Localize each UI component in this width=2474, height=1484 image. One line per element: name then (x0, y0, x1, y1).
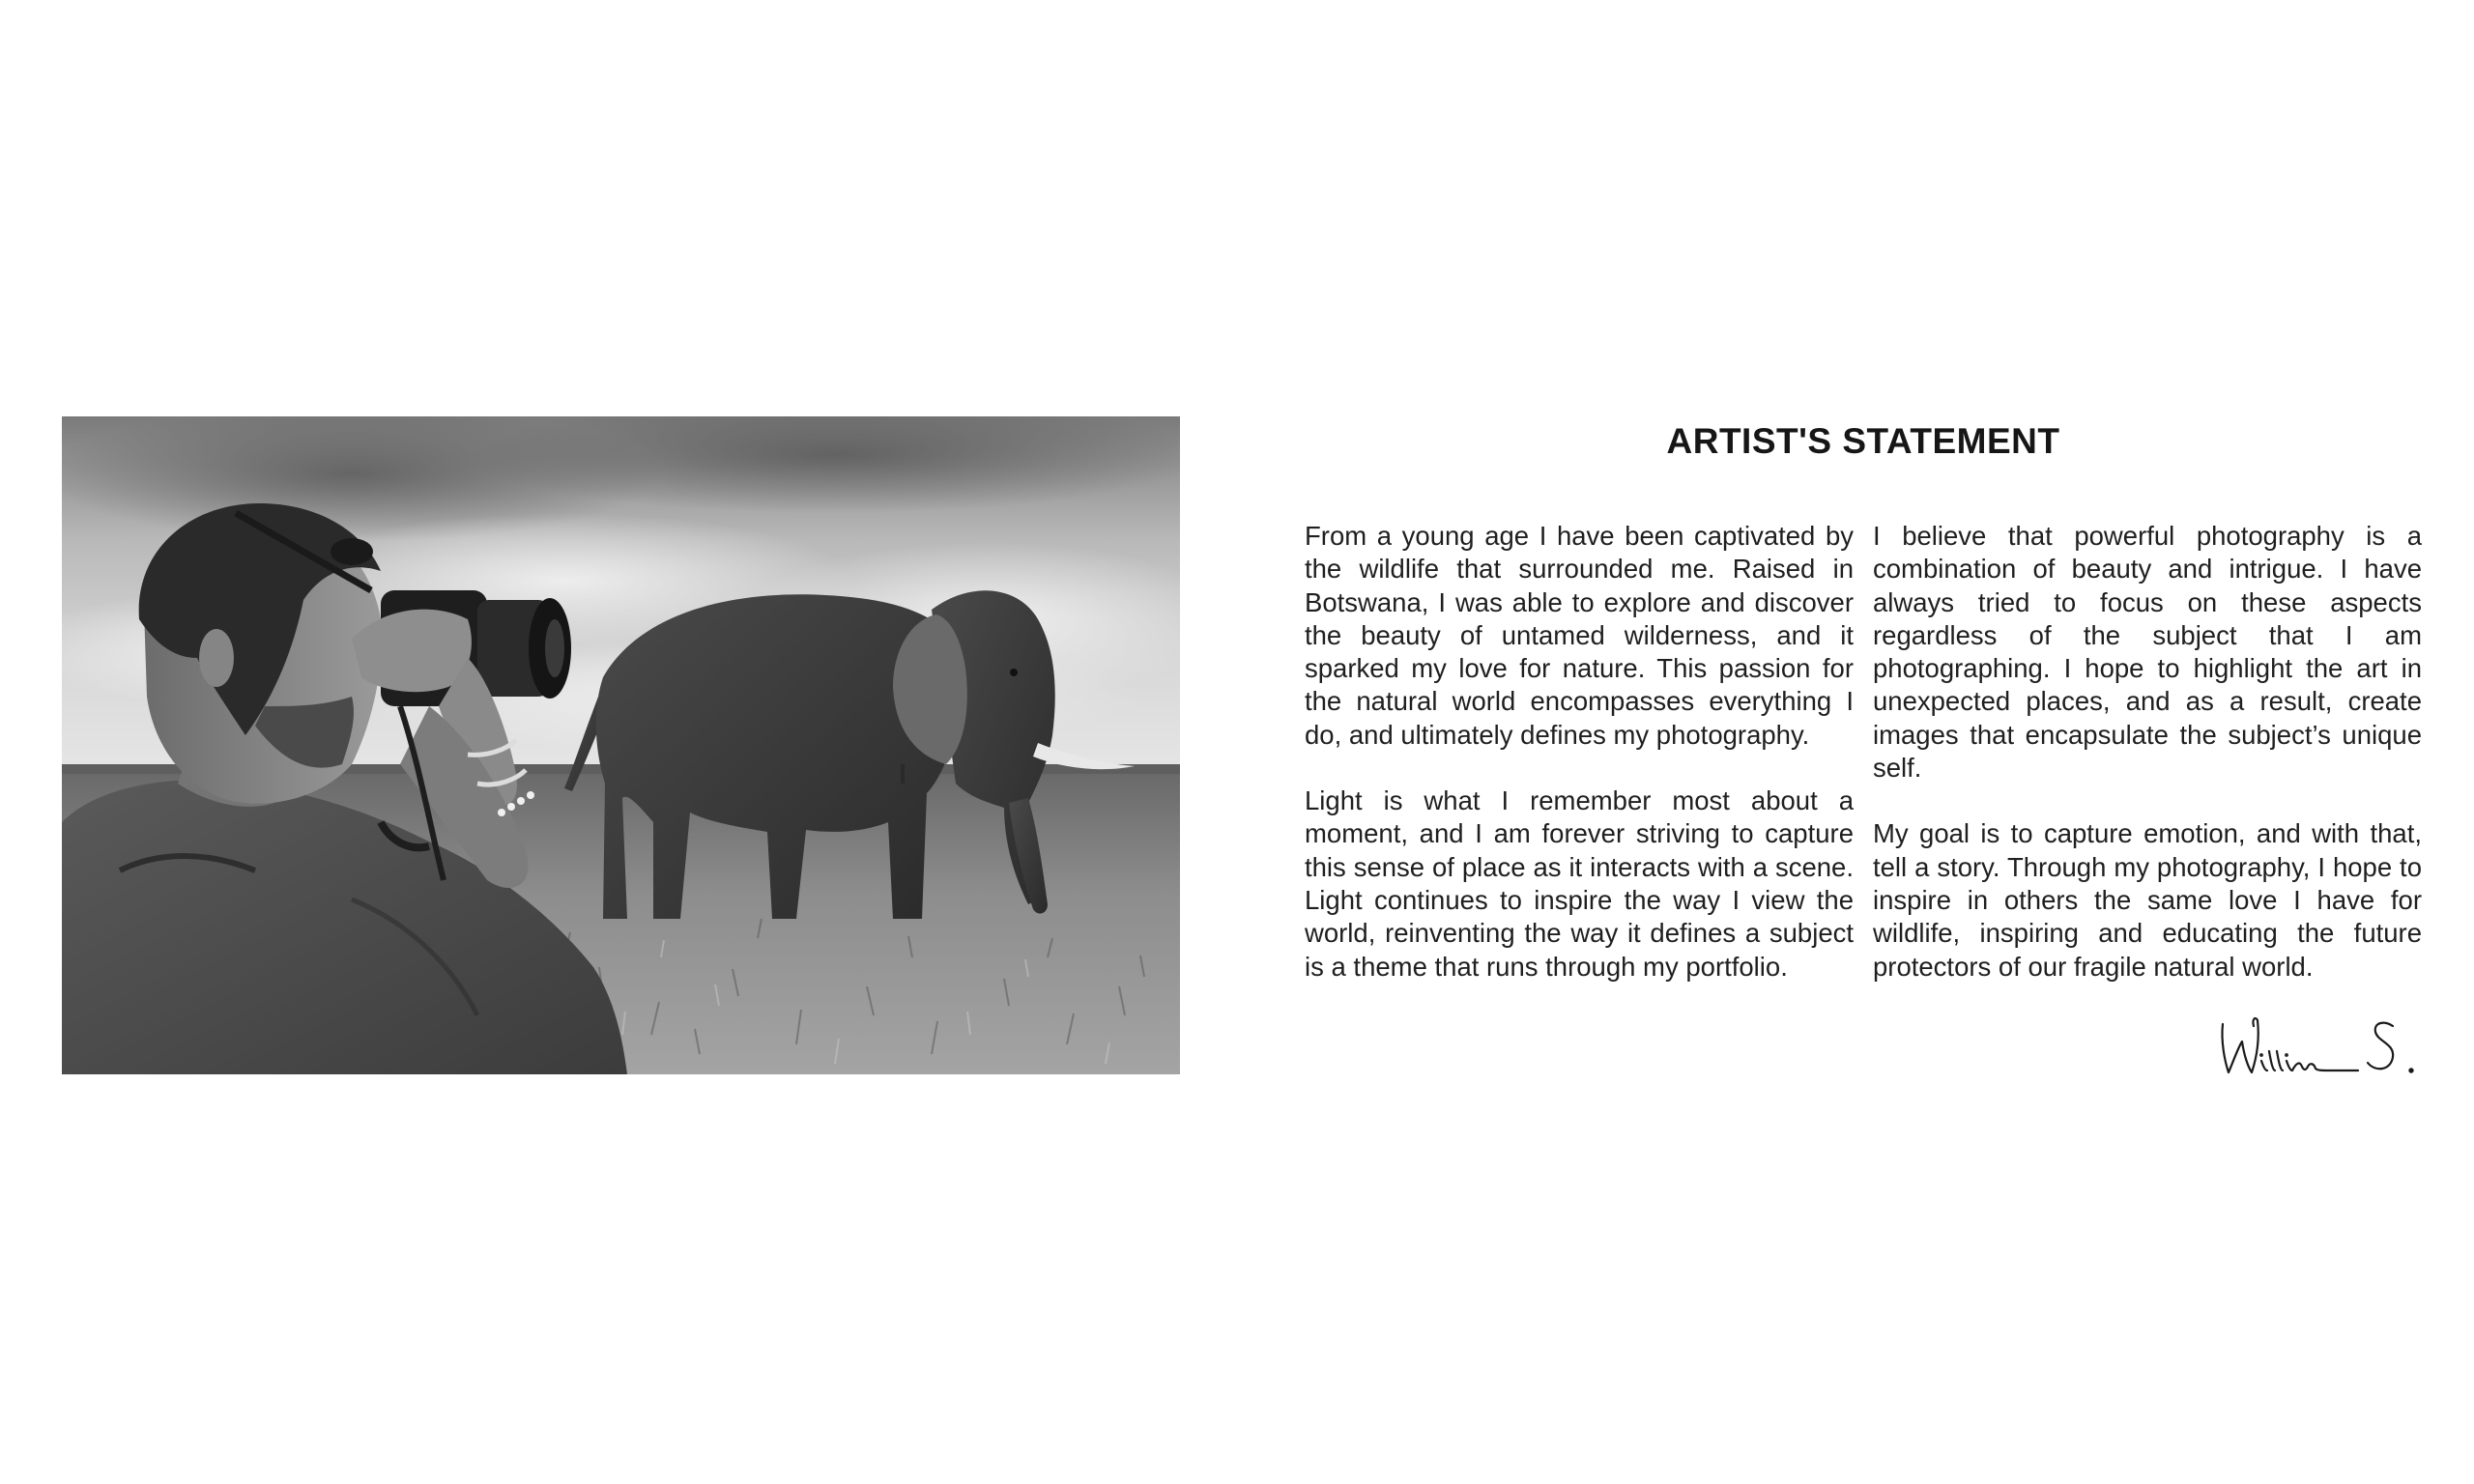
statement-paragraph: Light is what I remember most about a moment, and I am forever striving to capture this sense of place as it interacts with a scene. Light continues to inspire the way I view the world, reinventing the way it defines a subject is a theme that runs through my portfolio. (1305, 785, 1854, 982)
photographer-elephant-image (62, 416, 1180, 1074)
signature-drawing (2213, 1013, 2426, 1082)
statement-columns (1305, 520, 2422, 1016)
hero-photograph (62, 416, 1180, 1074)
statement-title: ARTIST'S STATEMENT (1666, 421, 2060, 461)
statement-column-left (1305, 520, 1854, 1016)
statement-paragraph: From a young age I have been captivated by the wildlife that surrounded me. Raised in Botswana, I was able to explore and discover the beauty of untamed wilderness, and it sparked my love for nature. This passion for the natural world encompasses everything I do, and ultimately defines my photography. (1305, 521, 1854, 750)
handwritten-signature (2213, 1013, 2426, 1082)
statement-paragraph: My goal is to capture emotion, and with that, tell a story. Through my photography, I hope to inspire in others the same love I have for wildlife, inspiring and educating the future protectors of our fragile natural world. (1873, 818, 2422, 982)
artist-statement (1305, 416, 2422, 982)
statement-paragraph: I believe that powerful photography is a combination of beauty and intrigue. I have always tried to focus on these aspects regardless of the subject that I am photographing. I hope to highlight the art in unexpected places, and as a result, create images that encapsulate the subject’s unique self. (1873, 521, 2422, 784)
statement-column-right (1873, 520, 2422, 1016)
